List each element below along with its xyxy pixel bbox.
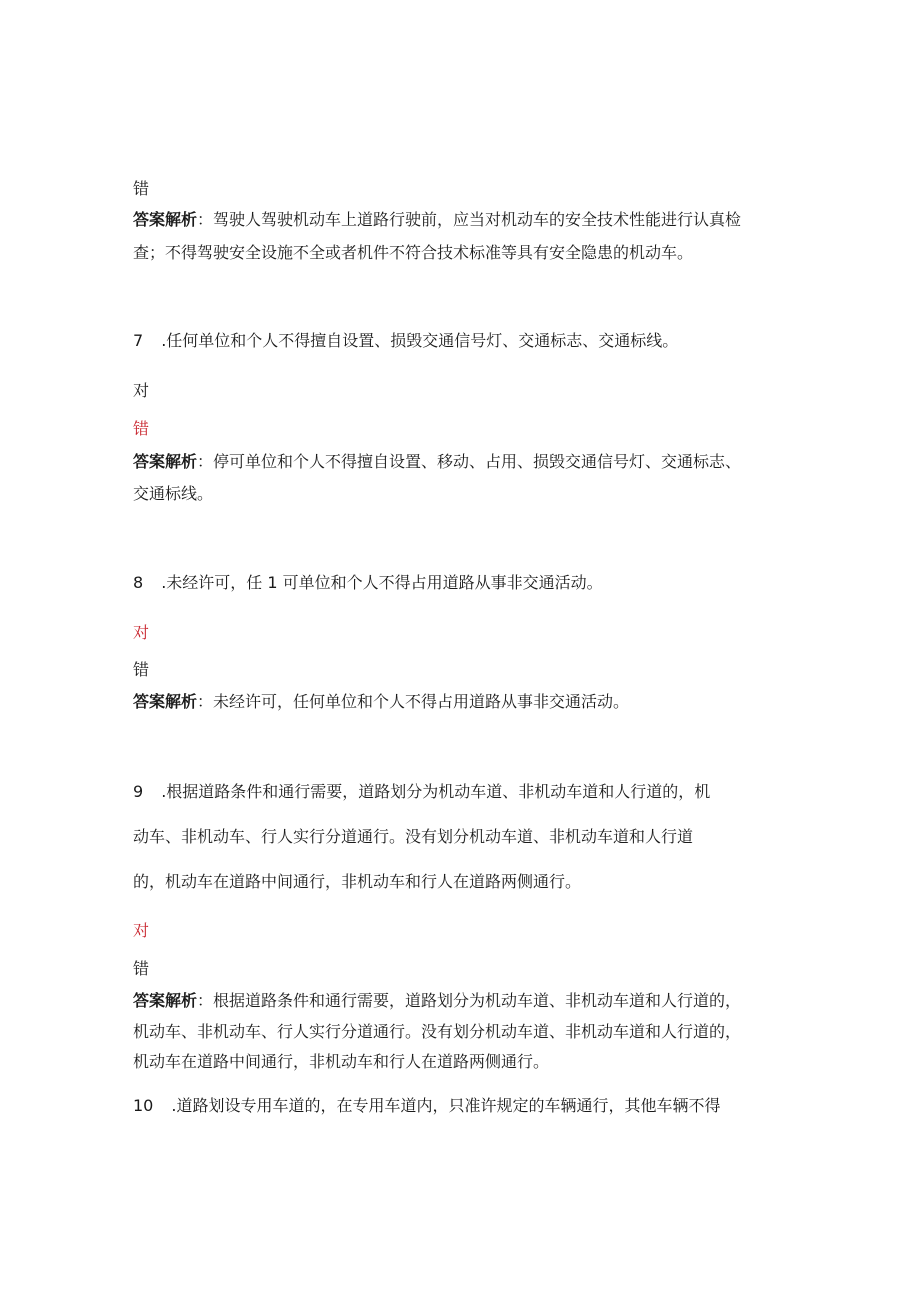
question-text: .根据道路条件和通行需要，道路划分为机动车道、非机动车道和人行道的，机 [161,782,711,801]
option-right: 对 [133,381,150,400]
analysis-text: 机动车在道路中间通行，非机动车和行人在道路两侧通行。 [133,1052,550,1071]
analysis-text: 停可单位和个人不得擅自设置、移动、占用、损毁交通信号灯、交通标志、 [213,452,742,471]
analysis-line [133,692,629,712]
analysis-text: 交通标线。 [133,484,214,503]
question-number: 10 [133,1096,154,1115]
option-wrong: 错 [133,660,150,679]
analysis-label: 答案解析 [133,210,198,229]
question-9 [133,782,710,802]
question-text: .任何单位和个人不得擅自设置、损毁交通信号灯、交通标志、交通标线。 [161,331,679,350]
analysis-text: 未经许可，任何单位和个人不得占用道路从事非交通活动。 [213,692,630,711]
question-7 [133,331,678,351]
question-number: 7 [133,331,144,350]
analysis-text: 驾驶人驾驶机动车上道路行驶前，应当对机动车的安全技术性能进行认真检 [213,210,742,229]
analysis-separator: ： [197,452,214,471]
analysis-label: 答案解析 [133,991,198,1010]
question-text: .未经许可，任 1 可单位和个人不得占用道路从事非交通活动。 [161,573,603,592]
analysis-text: 根据道路条件和通行需要，道路划分为机动车道、非机动车道和人行道的， [213,991,742,1010]
analysis-line [133,452,741,472]
question-text: 动车、非机动车、行人实行分道通行。没有划分机动车道、非机动车道和人行道 [133,827,694,846]
analysis-separator: ： [197,692,214,711]
analysis-label: 答案解析 [133,452,198,471]
option-right-correct: 对 [133,921,150,940]
option-right-correct: 对 [133,623,150,642]
analysis-separator: ： [197,991,214,1010]
analysis-text: 查；不得驾驶安全设施不全或者机件不符合技术标准等具有安全隐患的机动车。 [133,243,694,262]
analysis-text: 机动车、非机动车、行人实行分道通行。没有划分机动车道、非机动车道和人行道的， [133,1022,742,1041]
analysis-line [133,210,741,230]
question-number: 9 [133,782,144,801]
question-8 [133,573,603,593]
option-wrong: 错 [133,179,150,198]
question-number: 8 [133,573,144,592]
analysis-separator: ： [197,210,214,229]
option-wrong: 错 [133,959,150,978]
question-10 [133,1096,720,1116]
analysis-label: 答案解析 [133,692,198,711]
analysis-line [133,991,741,1011]
option-wrong-correct: 错 [133,419,150,438]
question-text: 的，机动车在道路中间通行，非机动车和行人在道路两侧通行。 [133,872,582,891]
question-text: .道路划设专用车道的，在专用车道内，只准许规定的车辆通行，其他车辆不得 [171,1096,721,1115]
